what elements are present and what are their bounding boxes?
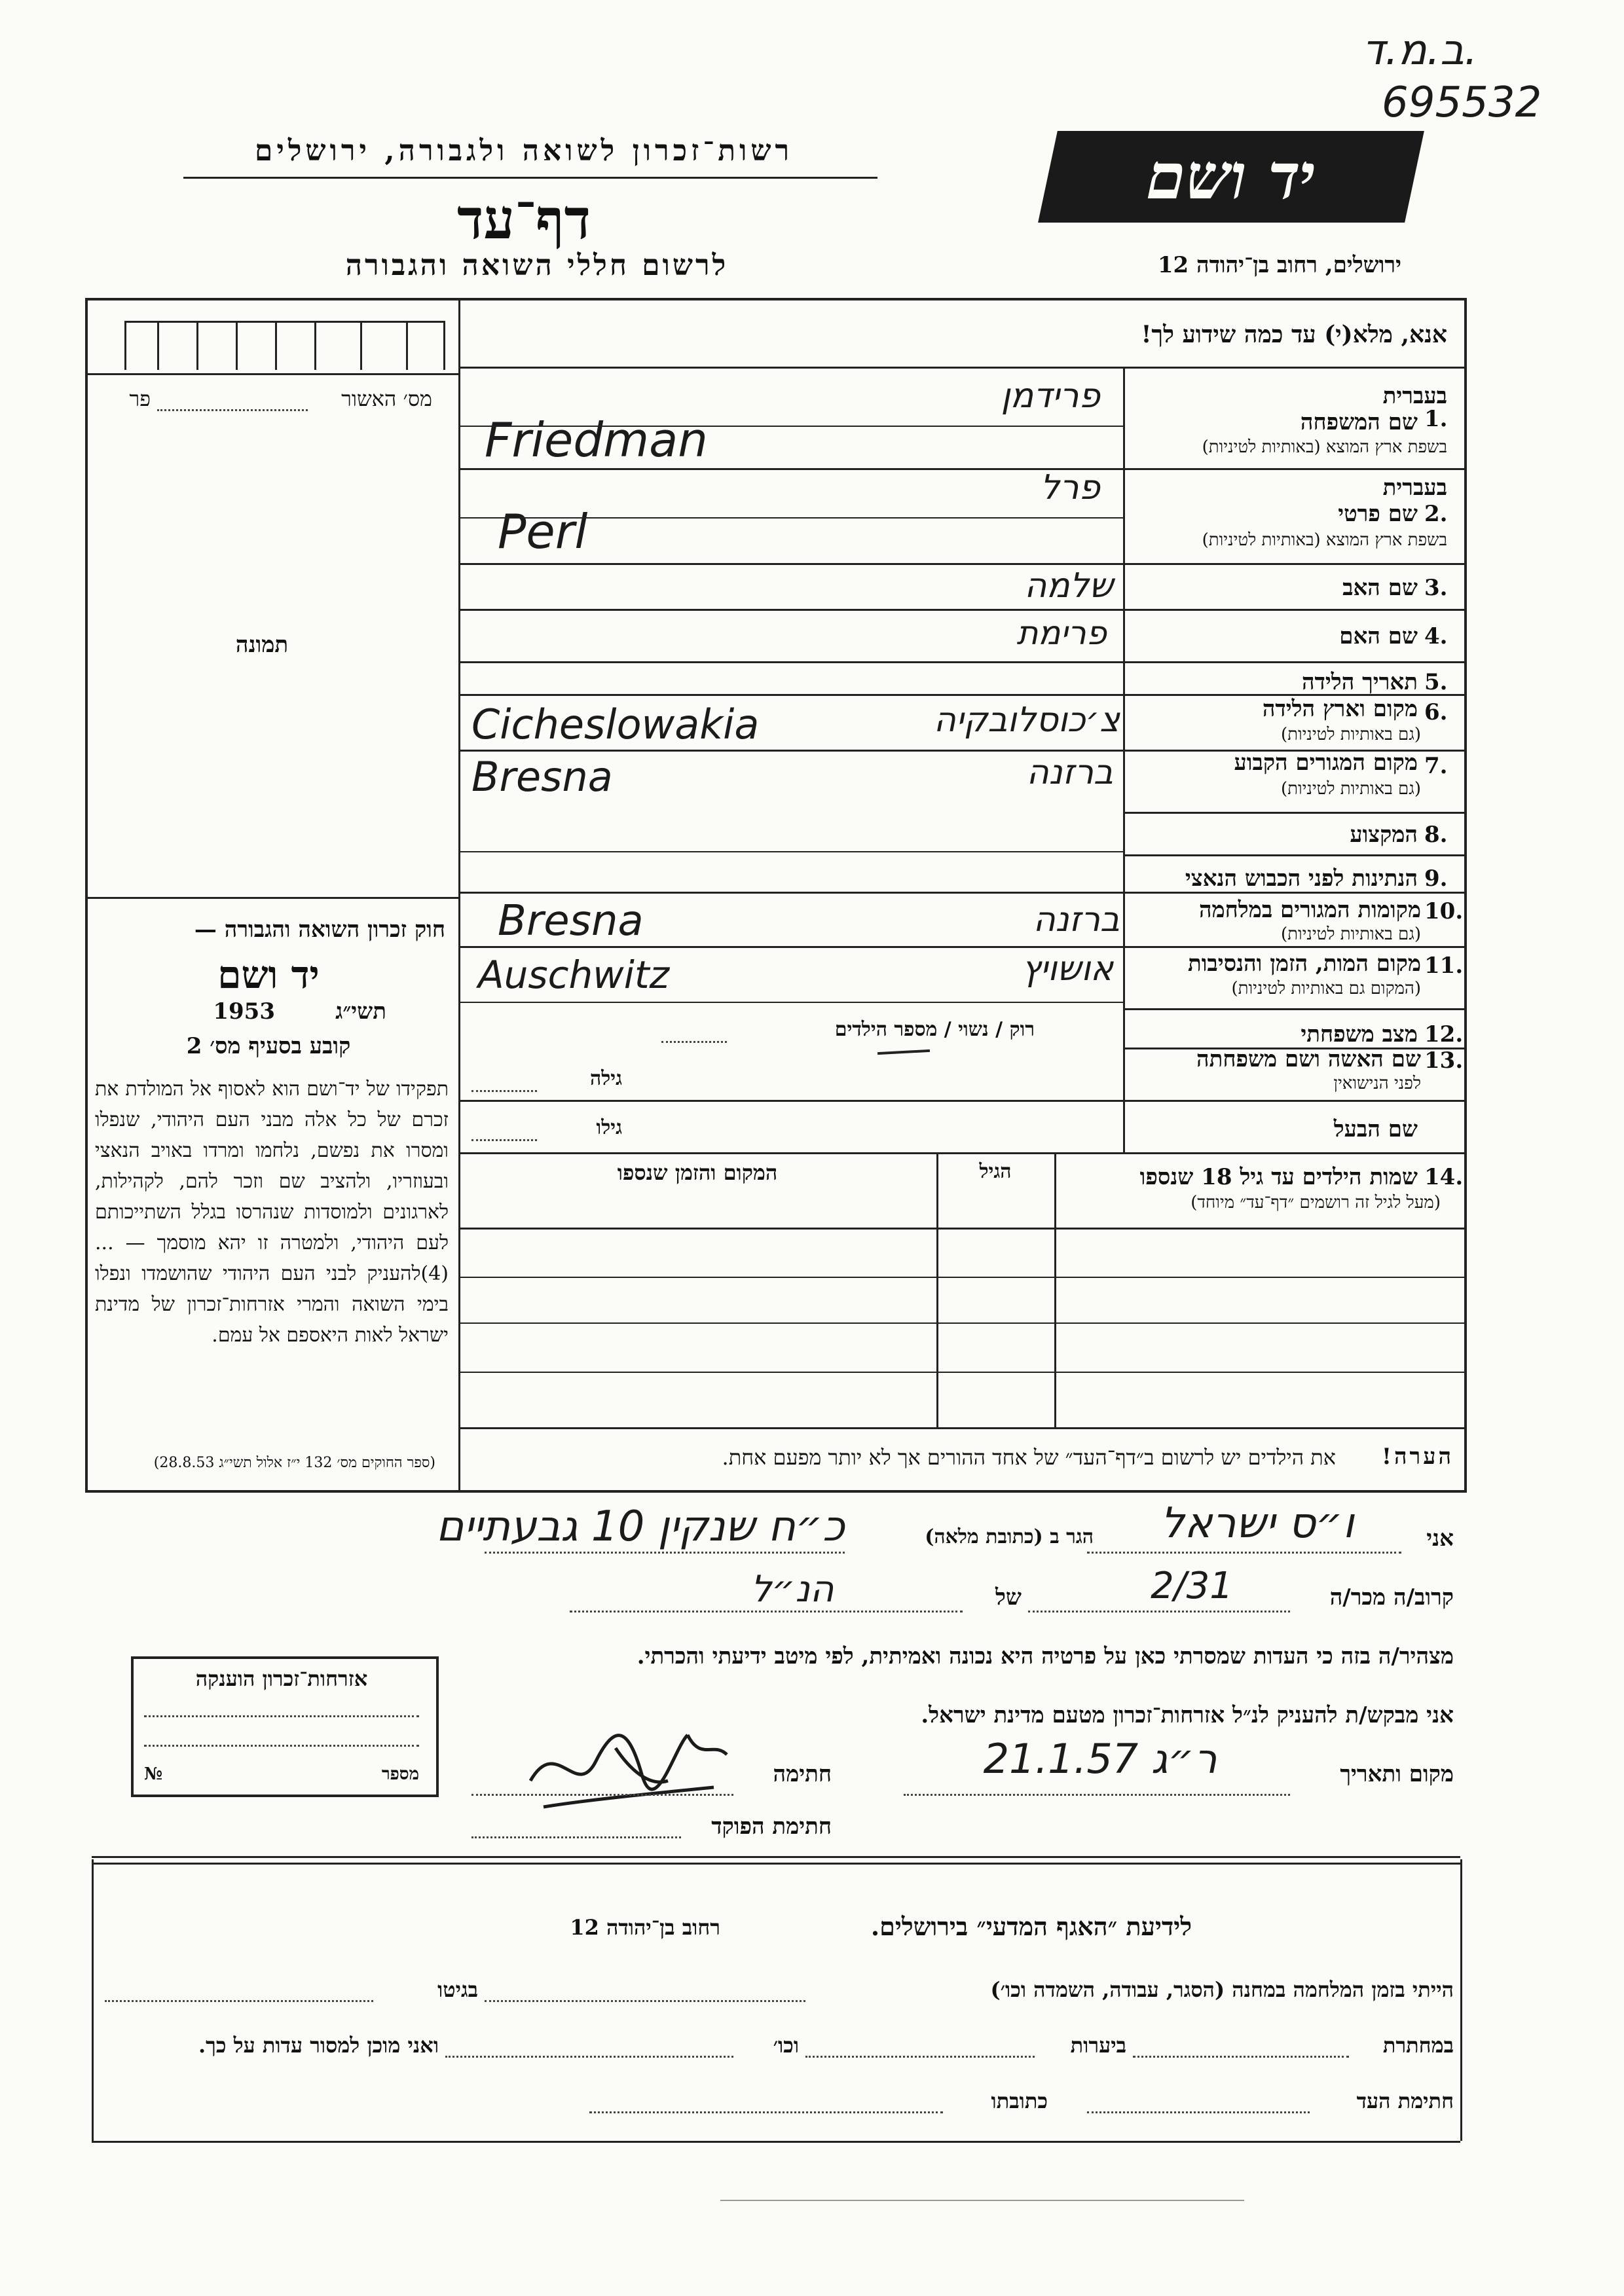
field-13-divider (458, 1100, 1467, 1102)
bottom-address: רחוב בן־יהודה 12 (570, 1915, 720, 1940)
law-title: חוק זכרון השואה והגבורה — (194, 917, 445, 943)
children-col-divider-2 (1054, 1152, 1056, 1427)
relation-label: קרוב/ה מכר/ה (1329, 1584, 1454, 1611)
place-date-line (904, 1794, 1290, 1796)
field-1-mid-line (458, 426, 1123, 427)
field-1-value-latin[interactable]: Friedman (485, 412, 708, 467)
approval-label: מס׳ האשור (341, 386, 432, 411)
children-label: שמות הילדים עד גיל 18 שנספו (1139, 1164, 1418, 1190)
children-number: 14. (1424, 1164, 1464, 1190)
field-10-number: 10. (1424, 898, 1464, 924)
address-label: הגר ב (כתובת מלאה) (925, 1525, 1094, 1548)
field-1-sublabel: בשפת ארץ המוצא (באותיות לטיניות) (1202, 437, 1447, 457)
field-8-value[interactable] (458, 815, 1123, 848)
declarant-name[interactable]: ו״ס ישראל (1160, 1499, 1354, 1548)
field-2-value-hebrew[interactable]: פרל (1040, 468, 1100, 507)
field-11-sublabel: (המקום גם באותיות לטיניות) (1231, 979, 1421, 998)
authority-name: רשות־זכרון לשואה ולגבורה, ירושלים (254, 134, 794, 168)
bottom-camp-line[interactable] (485, 2000, 805, 2002)
declaration-statement: מצהיר/ה בזה כי העדות שמסרתי כאן על פרטיה היא נכונה ואמיתית, לפי מיטב ידיעתי והכרתי. (637, 1643, 1454, 1669)
form-instruction: אנא, מלא(י) עד כמה שידוע לך! (1141, 321, 1447, 348)
declarant-label: אני (1426, 1525, 1454, 1552)
archive-mark-number: 695532 (1382, 79, 1542, 127)
field-9-number: 9. (1424, 866, 1448, 892)
law-logo: יד ושם (217, 953, 320, 997)
field-2-sublabel: בשפת ארץ המוצא (באותיות לטיניות) (1202, 530, 1447, 550)
bottom-witness-signature-line[interactable] (1087, 2111, 1310, 2113)
form-subtitle: לרשום חללי השואה והגבורה (345, 249, 729, 282)
children-header-divider (458, 1228, 1467, 1230)
children-place-header: המקום והזמן שנספו (617, 1160, 778, 1185)
bottom-underground-label: במחתרת (1382, 2033, 1454, 2058)
citizenship-line-2[interactable] (144, 1745, 419, 1747)
field-13-label: שם האשה ושם משפחתה (1196, 1046, 1421, 1072)
note-label: הערה! (1382, 1444, 1454, 1470)
bottom-section-right-border (1460, 1859, 1462, 2141)
bottom-forests-label: ביערות (1070, 2033, 1126, 2058)
law-text: תפקידו של יד־ושם הוא לאסוף אל המולדת את זכרם של כל אלה מבני העם היהודי, שנפלו ומסרו את נפשם, נלחמו ומרדו באויב הנאצי ובעוזריו, ולהציב שם וזכר להם, לקהילות, לארגונים ולמוסדות שנהרסו בגלל השתייכותם לעם היהודי, ולמטרה זו יהא מוסמך — ...(4)להעניק לבני העם היהודי שהושמדו ונפלו בימי השואה והמרי אזרחות־זכרון של מדינת ישראל לאות היאספם אל עמם. (95, 1078, 449, 1347)
bottom-section-top-line-2 (92, 1863, 1460, 1865)
field-12-number: 12. (1424, 1021, 1464, 1048)
place-date-value[interactable]: ר״ג 21.1.57 (983, 1735, 1217, 1783)
children-age-header: הגיל (979, 1160, 1012, 1183)
address-line (485, 1552, 845, 1554)
field-1-value-hebrew[interactable]: פרידמן (1001, 376, 1100, 416)
authority-underline (183, 177, 877, 179)
field-12-label: מצב משפחתי (1301, 1021, 1418, 1048)
signature-label: חתימה (773, 1761, 832, 1787)
children-row-3[interactable] (458, 1372, 1467, 1373)
declarant-line (1087, 1552, 1401, 1554)
field-7-value-latin[interactable]: Bresna (471, 753, 613, 801)
field-11-label: מקום המות, הזמן והנסיבות (1187, 951, 1421, 977)
field-11-divider (1123, 1008, 1467, 1010)
photo-label: תמונה (235, 632, 289, 658)
field-4-number: 4. (1424, 623, 1448, 649)
children-sublabel: (מעל לגיל זה רושמים ״דף־עד״ מיוחד) (1190, 1193, 1441, 1212)
bottom-witness-address-line[interactable] (589, 2111, 943, 2113)
header-address: ירושלים, רחוב בן־יהודה 12 (1157, 252, 1401, 278)
field-9-value[interactable] (458, 854, 1123, 890)
field-11-value-bottom (458, 1002, 1123, 1003)
declarant-address[interactable]: כ״ח שנקין 10 גבעתיים (435, 1503, 845, 1551)
label-column-divider (1123, 367, 1125, 1152)
field-12-options[interactable]: רוק / נשוי / מספר הילדים (834, 1018, 1035, 1041)
children-row-2[interactable] (458, 1322, 1467, 1324)
field-11-value-hebrew[interactable]: אושויץ (1022, 949, 1113, 989)
field-12-children-count-line[interactable] (661, 1041, 727, 1043)
law-year: 1953 (213, 998, 275, 1025)
bottom-etc-label: וכו׳ (773, 2033, 799, 2058)
field-10-divider (458, 946, 1467, 948)
law-reference: (ספר החוקים מס׳ 132 י״ז אלול תשי״ג 28.8.53) (153, 1455, 435, 1471)
field-10-sublabel: (גם באותיות לטיניות) (1280, 924, 1421, 944)
note-text: את הילדים יש לרשום ב״דף־העד״ של אחד ההורים אך לא יותר מפעם אחת. (722, 1445, 1336, 1470)
field-3-label: שם האב (1342, 575, 1418, 601)
relation-value[interactable]: 2/31 (1151, 1565, 1233, 1607)
form-title: דף־עד (456, 187, 591, 251)
bottom-title: לידיעת ״האגף המדעי״ בירושלים. (870, 1912, 1192, 1941)
left-column-divider (458, 298, 460, 1493)
citizenship-number-label: מספר (381, 1764, 419, 1784)
citizenship-title: אזרחות־זכרון הוענקה (195, 1666, 368, 1691)
field-8-label: המקצוע (1350, 822, 1418, 848)
children-col-divider-1 (936, 1152, 938, 1427)
field-8-divider (1123, 854, 1467, 856)
field-7-value-bottom (458, 851, 1123, 852)
field-2-value-latin[interactable]: Perl (498, 504, 588, 559)
field-13-number: 13. (1424, 1048, 1464, 1074)
signature-line (471, 1794, 733, 1796)
field-1-hebrew-tag: בעברית (1382, 383, 1447, 409)
husband-age-label: גילו (596, 1116, 622, 1139)
field-10-label: מקומות המגורים במלחמה (1198, 897, 1421, 923)
bottom-section-top-line-1 (92, 1856, 1460, 1858)
field-6-number: 6. (1424, 699, 1448, 725)
field-7-sublabel: (גם באותיות לטיניות) (1280, 779, 1421, 799)
field-3-value[interactable]: שלמה (1024, 566, 1113, 606)
field-6-label: מקום וארץ הלידה (1262, 696, 1418, 722)
officer-signature-line (471, 1836, 681, 1838)
field-6-value-latin[interactable]: Cicheslowakia (471, 701, 760, 748)
law-year-hebrew: תשי״ג (335, 998, 386, 1025)
field-10-value-hebrew[interactable]: ברזנה (1033, 900, 1120, 939)
field-4-value[interactable]: פרימת (1016, 614, 1107, 652)
field-7-divider (1123, 812, 1467, 814)
husband-age-line[interactable] (471, 1139, 537, 1141)
field-1-number: 1. (1424, 406, 1448, 432)
yad-vashem-logo: יד ושם (1038, 131, 1424, 223)
bottom-camp-label: הייתי בזמן המלחמה במחנה (הסגר, עבודה, השמדה וכו׳) (990, 1977, 1454, 2002)
of-line (570, 1611, 963, 1613)
relation-line (1028, 1611, 1290, 1613)
field-10-value-latin[interactable]: Bresna (498, 897, 644, 945)
field-2-number: 2. (1424, 501, 1448, 527)
bottom-underground-line[interactable] (1133, 2056, 1349, 2058)
approval-dotted-line (157, 409, 308, 411)
field-11-value-latin[interactable]: Auschwitz (478, 953, 670, 997)
archive-mark-code: ב.מ.ד. (1362, 26, 1478, 75)
field-9-divider (458, 892, 1467, 894)
field-2-divider (458, 563, 1467, 565)
field-2-mid-line (458, 517, 1123, 519)
law-box-top-divider (85, 897, 458, 899)
approval-suffix: פר (129, 386, 151, 411)
field-4-label: שם האם (1339, 623, 1418, 649)
instruction-divider (458, 367, 1467, 369)
field-3-divider (458, 609, 1467, 611)
field-5-number: 5. (1424, 669, 1448, 695)
officer-signature-label: חתימת הפוקד (711, 1813, 832, 1840)
declaration-request: אני מבקש/ת להעניק לנ״ל אזרחות־זכרון מטעם מדינת ישראל. (921, 1702, 1454, 1728)
field-5-label: תאריך הלידה (1301, 669, 1418, 695)
bottom-forests-line[interactable] (805, 2056, 1035, 2058)
field-1-label: שם המשפחה (1300, 409, 1418, 435)
citizenship-line-1[interactable] (144, 1715, 419, 1717)
field-2-hebrew-tag: בעברית (1382, 475, 1447, 501)
field-3-number: 3. (1424, 575, 1448, 601)
field-7-number: 7. (1424, 753, 1448, 779)
field-6-sublabel: (גם באותיות לטיניות) (1280, 725, 1421, 744)
field-9-label: הנתינות לפני הכבוש הנאצי (1185, 866, 1418, 892)
children-row-1[interactable] (458, 1277, 1467, 1278)
children-table-bottom (458, 1427, 1467, 1429)
of-label: של (995, 1584, 1022, 1611)
bottom-section-bottom-line (92, 2141, 1460, 2143)
bottom-ghetto-line[interactable] (105, 2000, 373, 2002)
field-13-age-line[interactable] (471, 1090, 537, 1092)
page-bottom-mark (720, 2200, 1244, 2201)
bottom-ghetto-label: בגיטו (437, 1977, 478, 2002)
field-11-number: 11. (1424, 953, 1464, 979)
bottom-etc-line[interactable] (445, 2056, 733, 2058)
field-2-label: שם פרטי (1338, 501, 1418, 527)
bottom-witness-address-label: כתובתו (991, 2088, 1048, 2113)
declarant-signature[interactable] (517, 1709, 740, 1820)
husband-name-label: שם הבעל (1333, 1116, 1418, 1142)
bottom-witness-signature-label: חתימת העד (1356, 2088, 1454, 2113)
field-7-label: מקום המגורים הקבוע (1234, 750, 1418, 776)
field-13-sublabel: לפני הנישואין (1333, 1074, 1421, 1093)
law-clause: קובע בסעיף מס׳ 2 (186, 1033, 351, 1059)
of-value[interactable]: הנ״ל (750, 1568, 834, 1611)
citizenship-no-label: № (144, 1764, 163, 1784)
bottom-section-left-border (92, 1859, 94, 2141)
field-6-value-hebrew[interactable]: צ׳כוסלובקיה (933, 701, 1120, 740)
field-8-number: 8. (1424, 822, 1448, 848)
field-7-value-hebrew[interactable]: ברזנה (1026, 753, 1113, 792)
place-date-label: מקום ותאריך (1340, 1761, 1454, 1787)
approval-tick-boxes (124, 308, 445, 373)
bottom-testimony-label: ואני מוכן למסור עדות על כך. (198, 2033, 439, 2058)
approval-divider (85, 373, 458, 375)
husband-divider (458, 1152, 1467, 1154)
field-5-value[interactable] (458, 663, 1123, 694)
field-13-age-label: גילה (589, 1067, 622, 1090)
